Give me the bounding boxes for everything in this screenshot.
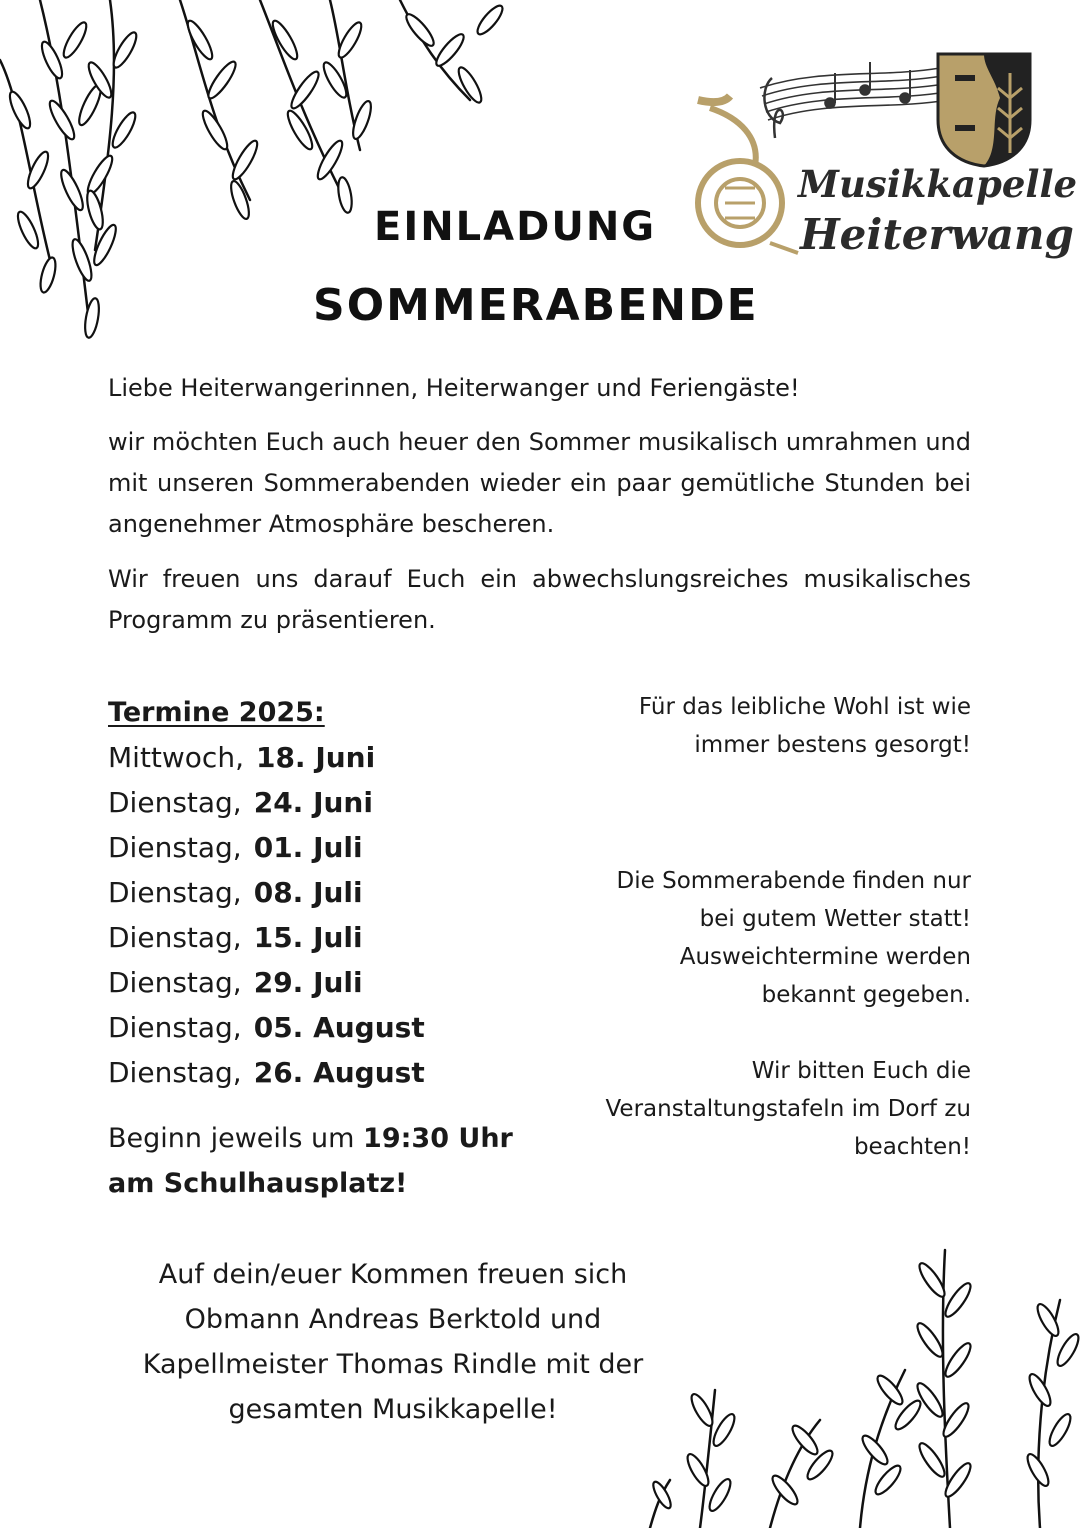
date-day: Mittwoch, bbox=[108, 741, 244, 774]
boards-note bbox=[531, 1052, 971, 1166]
page-title-line2: SOMMERABENDE bbox=[313, 280, 759, 331]
begin-prefix: Beginn jeweils um bbox=[108, 1123, 364, 1154]
food-note bbox=[551, 688, 971, 764]
note-line: Veranstaltungstafeln im Dorf zu bbox=[605, 1096, 971, 1122]
date-value: 01. Juli bbox=[253, 831, 363, 864]
weather-note bbox=[551, 862, 971, 1014]
page-title-line1: EINLADUNG bbox=[374, 204, 657, 250]
closing-line: Kapellmeister Thomas Rindle mit der bbox=[142, 1349, 644, 1380]
note-line: bei gutem Wetter statt! bbox=[699, 906, 971, 932]
intro-paragraph: wir möchten Euch auch heuer den Sommer musikalisch umrahmen und mit unseren Sommerabenden wieder ein paar gemütliche Stunden bei angenehmer Atmosphäre bescheren. bbox=[108, 428, 971, 538]
date-row bbox=[108, 915, 578, 960]
logo-name-line2: Heiterwang bbox=[800, 210, 1074, 259]
date-day: Dienstag, bbox=[108, 1056, 242, 1089]
date-value: 15. Juli bbox=[253, 921, 363, 954]
begin-time: 19:30 Uhr bbox=[363, 1123, 513, 1154]
schedule-list bbox=[108, 690, 578, 1095]
closing-text bbox=[108, 1252, 678, 1432]
date-value: 18. Juni bbox=[255, 741, 376, 774]
greeting-text: Liebe Heiterwangerinnen, Heiterwanger und Feriengäste! bbox=[108, 374, 800, 402]
schedule-heading: Termine 2025: bbox=[108, 697, 325, 728]
closing-line: Auf dein/euer Kommen freuen sich bbox=[158, 1259, 628, 1290]
date-value: 26. August bbox=[253, 1056, 425, 1089]
note-line: beachten! bbox=[853, 1134, 971, 1160]
coat-of-arms-icon bbox=[938, 54, 1030, 166]
plant-sprigs-icon bbox=[620, 1240, 1080, 1528]
date-day: Dienstag, bbox=[108, 786, 242, 819]
date-value: 08. Juli bbox=[253, 876, 363, 909]
date-value: 29. Juli bbox=[253, 966, 363, 999]
date-day: Dienstag, bbox=[108, 921, 242, 954]
date-value: 05. August bbox=[253, 1011, 425, 1044]
music-notes-icon bbox=[760, 62, 948, 138]
date-row bbox=[108, 960, 578, 1005]
date-row bbox=[108, 735, 578, 780]
closing-line: gesamten Musikkapelle! bbox=[228, 1394, 558, 1425]
note-line: bekannt gegeben. bbox=[761, 982, 971, 1008]
note-line: immer bestens gesorgt! bbox=[694, 732, 971, 758]
date-day: Dienstag, bbox=[108, 1011, 242, 1044]
date-day: Dienstag, bbox=[108, 966, 242, 999]
logo-name-line1: Musikkapelle bbox=[798, 162, 1078, 206]
begin-place: am Schulhausplatz! bbox=[108, 1168, 408, 1199]
begin-info bbox=[108, 1116, 588, 1206]
closing-line: Obmann Andreas Berktold und bbox=[184, 1304, 602, 1335]
date-row bbox=[108, 780, 578, 825]
date-row bbox=[108, 1005, 578, 1050]
date-day: Dienstag, bbox=[108, 876, 242, 909]
date-row bbox=[108, 825, 578, 870]
note-line: Ausweichtermine werden bbox=[679, 944, 971, 970]
date-value: 24. Juni bbox=[253, 786, 373, 819]
note-line: Für das leibliche Wohl ist wie bbox=[638, 694, 971, 720]
date-day: Dienstag, bbox=[108, 831, 242, 864]
note-line: Die Sommerabende finden nur bbox=[616, 868, 971, 894]
date-row bbox=[108, 870, 578, 915]
date-row bbox=[108, 1050, 578, 1095]
program-paragraph: Wir freuen uns darauf Euch ein abwechslungsreiches musikalisches Programm zu präsentieren. bbox=[108, 565, 971, 634]
note-line: Wir bitten Euch die bbox=[751, 1058, 971, 1084]
